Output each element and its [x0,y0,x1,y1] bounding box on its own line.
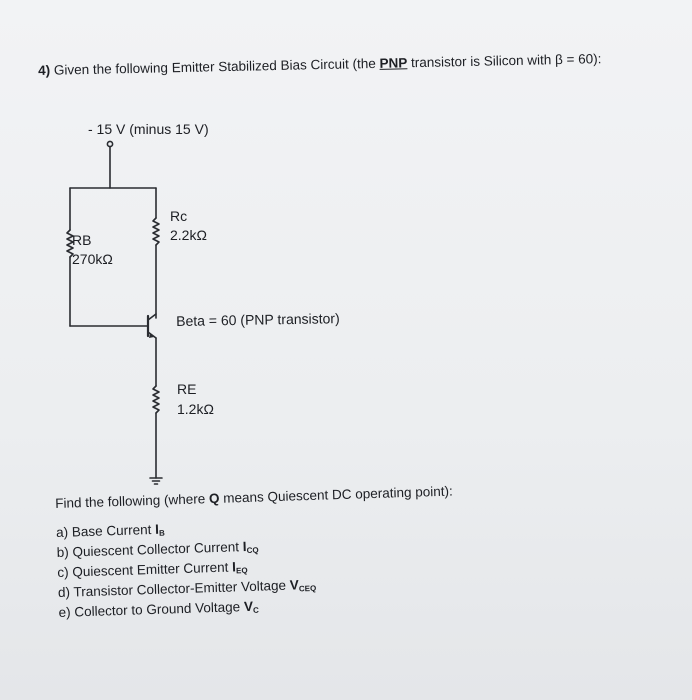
find-title-suffix: means Quiescent DC operating point): [223,483,454,506]
find-item-subscript: B [158,528,165,538]
find-item-subscript: CQ [246,545,259,556]
beta-label: Beta = 60 (PNP transistor) [176,310,340,329]
question-text: Given the following Emitter Stabilized Bias Circuit (the [53,55,376,78]
find-item-symbol: I [242,539,247,555]
find-title-q: Q [208,490,220,507]
find-item-symbol: V [243,598,254,615]
re-value: 1.2kΩ [177,401,214,417]
find-item-text: e) Collector to Ground Voltage [58,599,241,620]
find-item-text: d) Transistor Collector-Emitter Voltage [57,577,287,600]
find-item-text: b) Quiescent Collector Current [56,539,240,560]
supply-terminal [107,141,112,146]
rc-resistor [153,218,159,245]
pnp-emphasis: PNP [379,55,408,71]
transistor-collector-lead [148,314,156,320]
rc-label: Rc [170,208,188,224]
find-item-symbol: V [289,577,300,593]
re-resistor [153,386,159,413]
question-number: 4) [38,62,51,78]
find-item-symbol: I [231,559,237,575]
find-item-subscript: EQ [235,565,248,576]
find-item-subscript: C [252,605,259,615]
find-list [55,484,457,625]
rb-value: 270kΩ [72,251,113,267]
rb-label: RB [72,232,92,248]
find-item-text: c) Quiescent Emitter Current [57,559,229,580]
question-text-end: transistor is Silicon with β = 60): [410,51,602,71]
re-label: RE [177,381,197,397]
find-title-prefix: Find the following (where [55,491,206,511]
find-item-symbol: I [154,521,160,537]
find-item-text: a) Base Current [55,521,152,540]
find-item-subscript: CEQ [298,583,317,594]
supply-voltage-label: - 15 V (minus 15 V) [88,121,209,137]
rc-value: 2.2kΩ [170,227,207,243]
